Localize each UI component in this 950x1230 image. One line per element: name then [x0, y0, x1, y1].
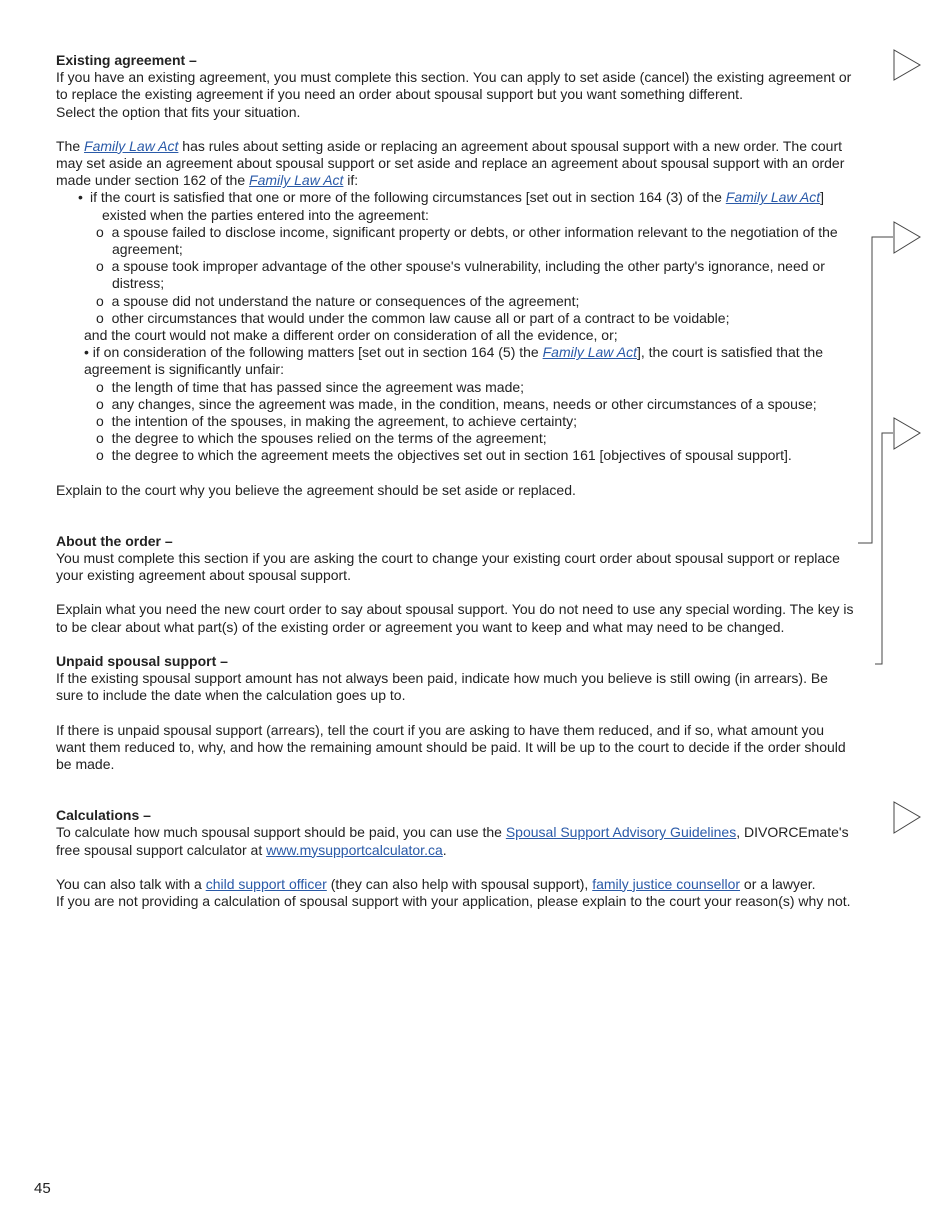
- about-order-intro: You must complete this section if you are asking the court to change your existing court order about spousal support or replace your existing agreement about spousal support.: [56, 550, 840, 584]
- existing-agreement-intro: If you have an existing agreement, you must complete this section. You can apply to set aside (cancel) the existing agreement or to replace the existing agreement if you need an order about spousal support but you want something different.: [56, 69, 852, 103]
- support-calculator-link[interactable]: www.mysupportcalculator.ca: [266, 841, 443, 858]
- about-order-explain: Explain what you need the new court order to say about spousal support. You do not need to use any special wording. The key is to be clear about what part(s) of the existing order or agreement you want to keep and what may need to be changed.: [56, 601, 854, 635]
- sub-item: o a spouse failed to disclose income, significant property or debts, or other information relevant to the negotiation of the agreement;: [96, 223, 838, 258]
- and-court-line: and the court would not make a different order on consideration of all the evidence, or;: [84, 327, 618, 344]
- triangle-arrow-icon: [894, 222, 920, 253]
- calculations-not-providing: If you are not providing a calculation of spousal support with your application, please explain to the court your reason(s) why not.: [56, 892, 851, 909]
- fla-rules-paragraph: The Family Law Act has rules about setting aside or replacing an agreement about spousal support with a new order. The court may set aside an agreement about spousal support or set aside and replace an agreement about spousal support with an order made under section 162 of the Family Law Act if:: [56, 137, 845, 189]
- explain-set-aside: Explain to the court why you believe the agreement should be set aside or replaced.: [56, 481, 576, 498]
- family-law-act-link[interactable]: Family Law Act: [84, 137, 179, 154]
- family-law-act-link[interactable]: Family Law Act: [542, 344, 637, 361]
- existing-agreement-heading: Existing agreement –: [56, 52, 197, 68]
- calculations-intro: To calculate how much spousal support should be paid, you can use the Spousal Support Advisory Guidelines, DIVORCEmate's free spousal support calculator at www.mysupportcalculator.ca.: [56, 824, 849, 858]
- sub-item: o a spouse did not understand the nature or consequences of the agreement;: [96, 292, 580, 309]
- family-law-act-link[interactable]: Family Law Act: [249, 172, 344, 189]
- bullet-unfair: • if on consideration of the following matters [set out in section 164 (5) the Family Law Act], the court is satisfied that the agreement is significantly unfair:: [84, 344, 823, 378]
- about-order-heading: About the order –: [56, 532, 173, 549]
- page-number: 45: [34, 1180, 51, 1197]
- family-justice-counsellor-link[interactable]: family justice counsellor: [592, 875, 741, 892]
- triangle-arrow-icon: [894, 802, 920, 833]
- bracket-line: [858, 237, 893, 543]
- calculations-talk: You can also talk with a child support officer (they can also help with spousal support), family justice counsellor or a lawyer.: [56, 875, 816, 892]
- bracket-line: [875, 433, 893, 664]
- sub-item: o the intention of the spouses, in making the agreement, to achieve certainty;: [96, 413, 577, 430]
- triangle-arrow-icon: [894, 50, 920, 80]
- unpaid-heading: Unpaid spousal support –: [56, 652, 228, 669]
- bullet-circumstances: • if the court is satisfied that one or more of the following circumstances [set out in section 164 (3) of the Family Law Act] existed when the parties entered into the agreement:: [78, 189, 825, 223]
- family-law-act-link[interactable]: Family Law Act: [725, 189, 821, 206]
- unpaid-arrears: If there is unpaid spousal support (arrears), tell the court if you are asking to have them reduced, and if so, what amount you want them reduced to, why, and how the remaining amount should be paid. It will be up to the court to decide if the order should be made.: [56, 721, 846, 772]
- sub-item: o any changes, since the agreement was made, in the condition, means, needs or other circumstances of a spouse;: [96, 395, 817, 412]
- existing-agreement-select: Select the option that fits your situation.: [56, 103, 301, 120]
- sub-item: o the degree to which the spouses relied on the terms of the agreement;: [96, 430, 547, 447]
- child-support-officer-link[interactable]: child support officer: [205, 875, 327, 892]
- sub-item: o a spouse took improper advantage of the other spouse's vulnerability, including the other party's ignorance, need or distress;: [96, 258, 825, 292]
- unpaid-intro: If the existing spousal support amount has not always been paid, indicate how much you believe is still owing (in arrears). Be sure to include the date when the calculation goes up to.: [56, 670, 828, 704]
- sub-item: o the length of time that has passed since the agreement was made;: [96, 378, 525, 395]
- ssag-link[interactable]: Spousal Support Advisory Guidelines: [505, 824, 737, 841]
- calculations-heading: Calculations –: [56, 807, 151, 824]
- sub-item: o other circumstances that would under the common law cause all or part of a contract to be voidable;: [96, 309, 730, 326]
- triangle-arrow-icon: [894, 418, 920, 449]
- sub-item: o the degree to which the agreement meets the objectives set out in section 161 [objectives of spousal support].: [96, 447, 792, 464]
